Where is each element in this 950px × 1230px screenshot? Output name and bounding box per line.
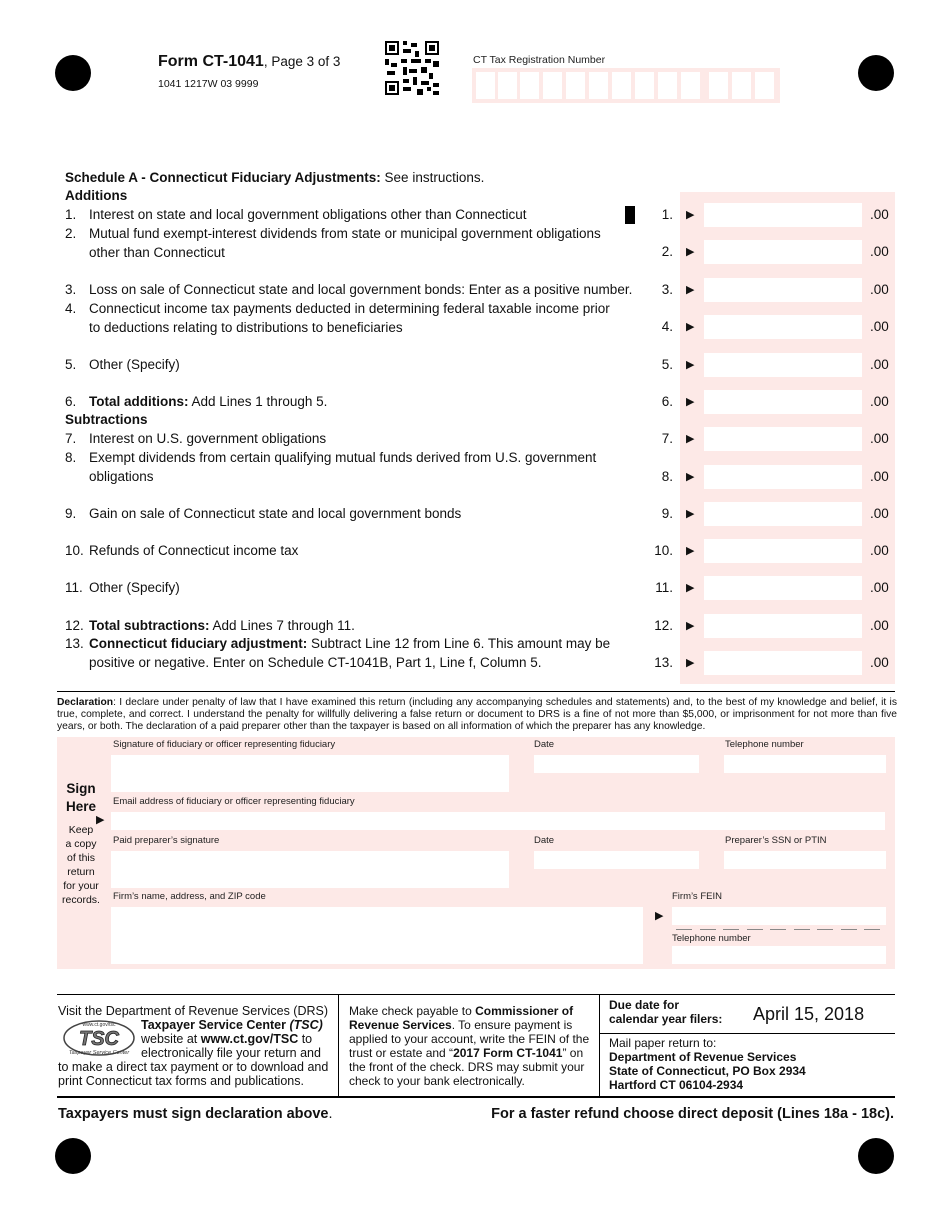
preparer-date-label: Date — [534, 835, 555, 846]
fein-digit-guide — [747, 929, 763, 930]
additions-heading: Additions — [65, 188, 128, 203]
footer-divider-1 — [338, 994, 339, 1096]
qr-code — [385, 41, 439, 95]
line-6-amount-input[interactable] — [704, 390, 862, 414]
here-word: Here — [65, 799, 97, 814]
tsc-abbrev: (TSC) — [286, 1018, 323, 1032]
line-description-bold: Connecticut fiduciary adjustment: — [89, 636, 308, 651]
cents-label: .00 — [870, 357, 889, 372]
line-description-text: Interest on state and local government obligations other than Connecticut — [89, 207, 527, 222]
line-reference-number: 9. — [661, 506, 673, 521]
sign-arrow-icon: ▶ — [96, 814, 105, 826]
arrow-icon: ▶ — [686, 359, 695, 371]
tsc-line-1: Visit the Department of Revenue Services (DRS) — [58, 1004, 329, 1018]
line-reference-number: 3. — [661, 282, 673, 297]
fiduciary-signature-field[interactable] — [111, 755, 509, 792]
firm-telephone-label: Telephone number — [672, 933, 751, 944]
tsc-url-link[interactable]: www.ct.gov/TSC — [200, 1032, 299, 1046]
fein-digit-guide — [723, 929, 739, 930]
line-8-amount-input[interactable] — [704, 465, 862, 489]
tax-registration-digit-box[interactable] — [755, 72, 774, 99]
line-1-amount-input[interactable] — [704, 203, 862, 227]
fein-digit-guide — [817, 929, 833, 930]
arrow-icon: ▶ — [686, 657, 695, 669]
line-description-continued: obligations — [89, 469, 154, 484]
tsc-logo-text: TSC — [79, 1028, 119, 1050]
tsc-website-text: website at — [141, 1032, 201, 1046]
line-description — [89, 281, 632, 299]
cents-label: .00 — [870, 394, 889, 409]
payment-form-ref: 2017 Form CT-1041 — [453, 1046, 563, 1060]
tax-registration-digit-box[interactable] — [681, 72, 700, 99]
arrow-icon: ▶ — [686, 246, 695, 258]
cents-label: .00 — [870, 655, 889, 670]
due-date-value: April 15, 2018 — [753, 1004, 865, 1024]
line-number: 12. — [65, 618, 84, 633]
cents-label: .00 — [870, 431, 889, 446]
preparer-signature-label: Paid preparer’s signature — [113, 835, 220, 846]
keep-note-line: Keep — [68, 824, 94, 836]
arrow-icon: ▶ — [686, 321, 695, 333]
date-label: Date — [534, 739, 555, 750]
fein-digit-guide — [864, 929, 880, 930]
line-description-continued: positive or negative. Enter on Schedule CT-1041B, Part 1, Line f, Column 5. — [89, 655, 542, 670]
footer-divider-3 — [599, 1033, 895, 1034]
arrow-icon: ▶ — [686, 620, 695, 632]
subtractions-heading: Subtractions — [65, 412, 148, 427]
tax-registration-digit-box[interactable] — [635, 72, 654, 99]
line-description-text: Mutual fund exempt-interest dividends from state or municipal government obligations — [89, 226, 601, 241]
line-description-text: Subtract Line 12 from Line 6. This amount may be — [307, 636, 611, 651]
line-description — [89, 300, 610, 318]
tax-registration-number-input[interactable] — [472, 68, 780, 103]
cents-label: .00 — [870, 580, 889, 595]
payment-payee-2: Revenue Services — [349, 1018, 452, 1032]
declaration-text — [57, 697, 897, 733]
arrow-icon: ▶ — [686, 471, 695, 483]
line-2-amount-input[interactable] — [704, 240, 862, 264]
payment-line-1 — [349, 1004, 594, 1018]
line-reference-number: 4. — [661, 319, 673, 334]
cents-label: .00 — [870, 506, 889, 521]
keep-note-line: of this — [66, 852, 95, 864]
telephone-field[interactable] — [724, 755, 886, 773]
telephone-label: Telephone number — [725, 739, 804, 750]
line-reference-number: 7. — [661, 431, 673, 446]
tax-registration-digit-box[interactable] — [589, 72, 608, 99]
arrow-icon: ▶ — [686, 582, 695, 594]
payment-text-4: trust or estate and “ — [349, 1046, 454, 1060]
line-description-text: Interest on U.S. government obligations — [89, 431, 327, 446]
line-number: 6. — [65, 394, 77, 409]
line-reference-number: 11. — [655, 580, 673, 595]
mail-line-3: Hartford CT 06104-2934 — [609, 1078, 744, 1092]
declaration-body: : I declare under penalty of law that I have examined this return (including any accompanying schedules and statements) and, to the best of my knowledge and belief, it is true, complete, and correct. I understand the penalty for willfully delivering a false return or document to DRS is a fine of not more than $5,000, or imprisonment for not more than five years, or both. The declaration of a paid preparer other than the taxpayer is based on all information of which the preparer has any knowledge. — [57, 697, 897, 732]
tax-registration-label: CT Tax Registration Number — [473, 54, 606, 66]
line-description-text: Exempt dividends from certain qualifying mutual funds derived from U.S. government — [89, 450, 597, 465]
line-reference-number: 10. — [654, 543, 673, 558]
cents-label: .00 — [870, 469, 889, 484]
payment-text-2: . To ensure payment is — [451, 1018, 573, 1032]
line-number: 13. — [65, 636, 84, 651]
line-reference-number: 1. — [661, 207, 673, 222]
tax-registration-digit-box[interactable] — [476, 72, 495, 99]
payment-line-4 — [349, 1046, 594, 1060]
line-number: 1. — [65, 207, 77, 222]
cents-label: .00 — [870, 543, 889, 558]
direct-deposit-notice: For a faster refund choose direct deposit (Lines 18a - 18c). — [491, 1106, 894, 1122]
fein-digit-guides — [676, 929, 886, 931]
line-13-amount-input[interactable] — [704, 651, 862, 675]
tax-registration-digit-box[interactable] — [566, 72, 585, 99]
line-number: 5. — [65, 357, 77, 372]
line-description-text: Add Lines 1 through 5. — [188, 394, 328, 409]
footer-box-top-rule — [57, 994, 895, 995]
email-field[interactable] — [111, 812, 885, 830]
declaration-divider — [57, 691, 895, 692]
line-reference-number: 13. — [654, 655, 673, 670]
mail-label: Mail paper return to: — [609, 1036, 717, 1050]
keep-note-line: return — [67, 866, 95, 878]
registration-mark-top-left — [55, 55, 91, 91]
payment-payee-1: Commissioner of — [475, 1004, 574, 1018]
line-reference-number: 8. — [661, 469, 673, 484]
line-number: 8. — [65, 450, 77, 465]
line-reference-number: 12. — [654, 618, 673, 633]
line-description-bold: Total additions: — [89, 394, 189, 409]
registration-mark-top-right — [858, 55, 894, 91]
arrow-icon: ▶ — [686, 508, 695, 520]
fein-digit-guide — [841, 929, 857, 930]
keep-note-line: for your — [63, 880, 99, 892]
tax-registration-digit-box[interactable] — [658, 72, 677, 99]
schedule-a-title-bold: Schedule A - Connecticut Fiduciary Adjustments: — [65, 170, 381, 185]
email-label: Email address of fiduciary or officer representing fiduciary — [113, 796, 355, 807]
tax-registration-digit-box[interactable] — [498, 72, 517, 99]
schedule-a-title — [65, 170, 484, 185]
tsc-line-6: print Connecticut tax forms and publications. — [58, 1074, 304, 1088]
page-label: , Page 3 of 3 — [263, 54, 341, 69]
keep-note-line: records. — [62, 894, 100, 906]
line-3-amount-input[interactable] — [704, 278, 862, 302]
line-number: 10. — [65, 543, 84, 558]
payment-line-2 — [349, 1018, 594, 1032]
form-title — [158, 53, 340, 71]
line-reference-number: 5. — [661, 357, 673, 372]
footer-box-bottom-rule — [57, 1096, 895, 1098]
line-description — [89, 206, 527, 224]
line-description-text: Other (Specify) — [89, 580, 180, 595]
cents-label: .00 — [870, 319, 889, 334]
line-11-amount-input[interactable] — [704, 576, 862, 600]
ptin-field[interactable] — [724, 851, 886, 869]
line-number: 4. — [65, 301, 77, 316]
tax-registration-digit-box[interactable] — [612, 72, 631, 99]
cents-label: .00 — [870, 244, 889, 259]
line-description — [89, 505, 461, 523]
keep-copy-note — [57, 823, 105, 907]
arrow-icon: ▶ — [686, 396, 695, 408]
keep-note-line: a copy — [65, 838, 97, 850]
tsc-to-text: to — [298, 1032, 313, 1046]
line-description-continued: other than Connecticut — [89, 245, 225, 260]
line-reference-number: 2. — [661, 244, 673, 259]
payment-line-3: applied to your account, write the FEIN of the — [349, 1032, 590, 1046]
line-description-text: Add Lines 7 through 11. — [209, 618, 355, 633]
footer-divider-2 — [599, 994, 600, 1096]
form-code: 1041 1217W 03 9999 — [158, 78, 259, 90]
cents-label: .00 — [870, 282, 889, 297]
line-10-amount-input[interactable] — [704, 539, 862, 563]
line-description-continued: to deductions relating to distributions to beneficiaries — [89, 320, 403, 335]
firm-telephone-field[interactable] — [672, 946, 886, 964]
registration-mark-bottom-left — [55, 1138, 91, 1174]
ptin-label: Preparer’s SSN or PTIN — [725, 835, 827, 846]
payment-line-6: check to your bank electronically. — [349, 1074, 525, 1088]
cents-label: .00 — [870, 207, 889, 222]
tsc-logo-bottom-text: Taxpayer Service Center — [68, 1050, 130, 1056]
arrow-icon: ▶ — [686, 433, 695, 445]
line-description — [89, 449, 596, 467]
payment-text-1: Make check payable to — [349, 1004, 476, 1018]
fein-digit-guide — [770, 929, 786, 930]
line-number: 9. — [65, 506, 77, 521]
line-description — [89, 393, 327, 411]
line-description — [89, 356, 180, 374]
payment-line-5: the front of the check. DRS may submit your — [349, 1060, 585, 1074]
line-description — [89, 617, 355, 635]
sign-here-label — [57, 780, 105, 816]
tsc-line-4: electronically file your return and — [141, 1046, 321, 1060]
tax-registration-digit-box[interactable] — [520, 72, 539, 99]
tsc-line-5: to make a direct tax payment or to download and — [58, 1060, 329, 1074]
line-number: 7. — [65, 431, 77, 446]
line-5-amount-input[interactable] — [704, 353, 862, 377]
line-description-text: Refunds of Connecticut income tax — [89, 543, 299, 558]
must-sign-notice — [58, 1106, 333, 1122]
tax-registration-digit-box[interactable] — [543, 72, 562, 99]
payment-text-4-end: ” on — [562, 1046, 584, 1060]
line-description-text: Other (Specify) — [89, 357, 180, 372]
mail-info — [609, 1036, 806, 1092]
fiduciary-signature-label: Signature of fiduciary or officer representing fiduciary — [113, 739, 336, 750]
arrow-icon: ▶ — [686, 284, 695, 296]
firm-arrow-icon: ▶ — [655, 910, 664, 922]
registration-mark-bottom-right — [858, 1138, 894, 1174]
line-number: 11. — [65, 580, 83, 595]
line-description — [89, 579, 180, 597]
line-number: 3. — [65, 282, 77, 297]
sign-word: Sign — [66, 781, 96, 796]
line-description-text: Connecticut income tax payments deducted in determining federal taxable income prior — [89, 301, 610, 316]
mail-line-2: State of Connecticut, PO Box 2934 — [609, 1064, 806, 1078]
firm-fein-label: Firm’s FEIN — [672, 891, 722, 902]
tsc-logo — [61, 1018, 137, 1058]
firm-fein-field[interactable] — [672, 907, 886, 925]
tax-registration-digit-box[interactable] — [732, 72, 751, 99]
must-sign-period: . — [328, 1106, 333, 1122]
form-name: Form CT-1041 — [158, 53, 264, 70]
line-number: 2. — [65, 226, 77, 241]
firm-name-label: Firm’s name, address, and ZIP code — [113, 891, 266, 902]
tsc-logo-top-text: www.ct.gov/tsc — [82, 1022, 116, 1028]
schedule-a-title-rest: See instructions. — [380, 170, 485, 185]
line-description — [89, 635, 610, 653]
arrow-icon: ▶ — [686, 545, 695, 557]
preparer-signature-field[interactable] — [111, 851, 509, 888]
cents-label: .00 — [870, 618, 889, 633]
line-description — [89, 225, 601, 243]
preparer-date-field[interactable] — [534, 851, 699, 869]
line-description — [89, 542, 298, 560]
line-reference-number: 6. — [661, 394, 673, 409]
due-label-line-2: calendar year filers: — [609, 1012, 723, 1026]
tax-registration-digit-box[interactable] — [709, 72, 728, 99]
tsc-name: Taxpayer Service Center — [141, 1018, 286, 1032]
due-date-label — [609, 998, 722, 1026]
line-4-amount-input[interactable] — [704, 315, 862, 339]
line-description-bold: Total subtractions: — [89, 618, 210, 633]
line-description — [89, 430, 326, 448]
declaration-heading: Declaration — [57, 697, 114, 708]
must-sign-text: Taxpayers must sign declaration above — [58, 1106, 329, 1122]
fein-digit-guide — [700, 929, 716, 930]
payment-info — [349, 1004, 594, 1088]
mail-line-1: Department of Revenue Services — [609, 1050, 797, 1064]
due-label-line-1: Due date for — [609, 998, 680, 1012]
fein-digit-guide — [794, 929, 810, 930]
line-description-text: Loss on sale of Connecticut state and local government bonds: Enter as a positive number. — [89, 282, 633, 297]
fein-digit-guide — [676, 929, 692, 930]
line-9-amount-input[interactable] — [704, 502, 862, 526]
arrow-icon: ▶ — [686, 209, 695, 221]
firm-name-field[interactable] — [111, 907, 643, 964]
line-7-amount-input[interactable] — [704, 427, 862, 451]
line-description-text: Gain on sale of Connecticut state and local government bonds — [89, 506, 462, 521]
date-field[interactable] — [534, 755, 699, 773]
